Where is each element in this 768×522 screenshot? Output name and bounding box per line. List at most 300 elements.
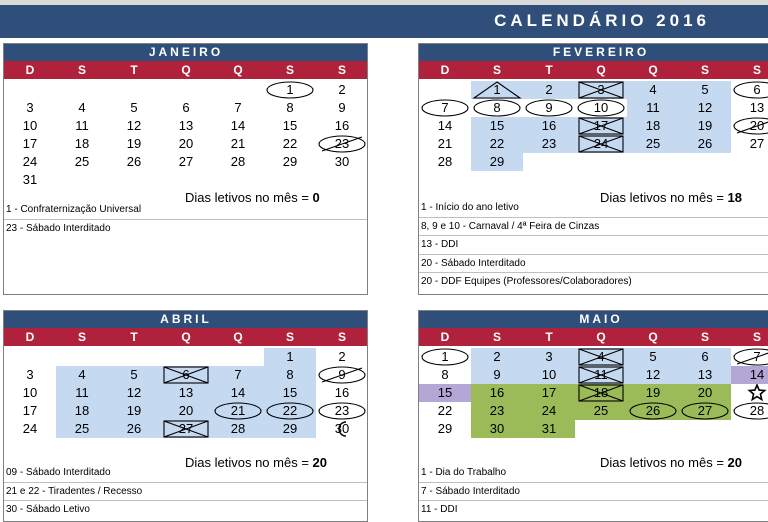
day-number: 22	[489, 136, 505, 151]
weekday-header: T	[108, 328, 160, 346]
weekday-header: D	[4, 61, 56, 79]
day-number: 19	[126, 136, 142, 151]
day-cell	[316, 420, 368, 438]
day-cell	[56, 384, 108, 402]
day-number: 15	[489, 118, 505, 133]
dias-letivos-label: Dias letivos no mês =	[600, 190, 728, 205]
weekday-header: S	[679, 328, 731, 346]
dias-letivos-value: 20	[727, 455, 742, 470]
day-cell	[575, 402, 627, 420]
day-number: 24	[22, 154, 38, 169]
day-number: 17	[22, 403, 38, 418]
month-title: MAIO	[419, 311, 768, 328]
day-cell	[212, 420, 264, 438]
day-cell	[264, 153, 316, 171]
day-number: 7	[234, 100, 242, 115]
day-cell	[264, 81, 316, 99]
day-cell	[212, 117, 264, 135]
day-cell	[56, 420, 108, 438]
day-cell	[627, 384, 679, 402]
day-cell	[523, 366, 575, 384]
day-number: 16	[334, 118, 350, 133]
day-cell	[679, 99, 731, 117]
day-cell	[627, 99, 679, 117]
day-cell	[471, 135, 523, 153]
day-cell	[108, 402, 160, 420]
day-cell	[575, 348, 627, 366]
day-cell	[4, 384, 56, 402]
day-number: 4	[78, 100, 86, 115]
day-number: 10	[593, 100, 609, 115]
day-cell	[731, 117, 768, 135]
day-cell	[56, 366, 108, 384]
day-number: 11	[75, 385, 89, 400]
day-number: 22	[282, 403, 298, 418]
weekday-header: T	[108, 61, 160, 79]
day-number: 30	[334, 421, 350, 436]
day-number: 27	[178, 421, 194, 436]
day-number: 24	[541, 403, 557, 418]
day-cell	[56, 402, 108, 420]
day-cell	[56, 99, 108, 117]
day-cell	[212, 153, 264, 171]
day-number: 11	[75, 118, 89, 133]
day-number: 22	[282, 136, 298, 151]
day-number: 12	[697, 100, 713, 115]
day-number: 27	[749, 136, 765, 151]
day-number: 4	[78, 367, 86, 382]
day-number: 27	[697, 403, 713, 418]
day-cell	[523, 420, 575, 438]
note-line: 20 - Sábado Interditado	[419, 254, 768, 273]
day-cell	[108, 153, 160, 171]
day-number: 8	[441, 367, 449, 382]
day-cell	[471, 420, 523, 438]
day-cell	[4, 171, 56, 189]
day-cell	[264, 384, 316, 402]
day-number: 18	[74, 403, 90, 418]
note-line: 1 - Início do ano letivo	[421, 202, 519, 213]
slash-oval-mark	[731, 348, 768, 366]
day-cell	[575, 384, 627, 402]
note-line: 7 - Sábado Interditado	[419, 482, 768, 501]
day-cell	[471, 384, 523, 402]
calendar-banner	[0, 5, 768, 38]
day-cell	[627, 366, 679, 384]
day-cell	[679, 366, 731, 384]
weekday-header: D	[419, 328, 471, 346]
day-number: 23	[489, 403, 505, 418]
note-line: 09 - Sábado Interditado	[6, 467, 111, 478]
day-cell	[316, 366, 368, 384]
weekday-header: S	[264, 328, 316, 346]
day-number: 1	[493, 82, 501, 97]
day-cell	[264, 99, 316, 117]
day-cell	[264, 402, 316, 420]
day-cell	[731, 402, 768, 420]
day-cell	[419, 135, 471, 153]
day-number: 1	[441, 349, 449, 364]
day-cell	[575, 135, 627, 153]
day-cell	[731, 99, 768, 117]
day-cell	[679, 348, 731, 366]
day-number: 15	[437, 385, 453, 400]
weekday-header: S	[471, 328, 523, 346]
weekday-header: S	[731, 61, 768, 79]
day-number: 13	[178, 385, 194, 400]
day-number: 8	[286, 100, 294, 115]
day-cell	[679, 402, 731, 420]
day-cell	[471, 81, 523, 99]
month-notes	[4, 464, 367, 519]
day-number: 3	[597, 82, 605, 97]
dias-letivos-label: Dias letivos no mês =	[185, 190, 313, 205]
dias-letivos-label: Dias letivos no mês =	[185, 455, 313, 470]
day-cell	[679, 81, 731, 99]
note-line: 1 - Dia do Trabalho	[421, 467, 507, 478]
day-cell	[160, 117, 212, 135]
day-cell	[56, 135, 108, 153]
day-number: 14	[749, 367, 765, 382]
day-number: 4	[649, 82, 657, 97]
weekday-header: Q	[212, 61, 264, 79]
day-cell	[212, 366, 264, 384]
day-number: 6	[701, 349, 709, 364]
day-number: 2	[493, 349, 501, 364]
star-shape	[749, 385, 764, 400]
day-cell	[575, 81, 627, 99]
day-cell	[56, 153, 108, 171]
day-cell	[4, 135, 56, 153]
day-cell	[264, 420, 316, 438]
weekday-header: S	[679, 61, 731, 79]
day-cell	[160, 99, 212, 117]
month-panel-fevereiro	[418, 43, 768, 295]
day-cell	[523, 135, 575, 153]
day-cell	[108, 99, 160, 117]
day-cell	[316, 153, 368, 171]
month-panel-janeiro	[3, 43, 368, 295]
note-line: 23 - Sábado Interditado	[4, 219, 367, 238]
day-number: 17	[593, 118, 609, 133]
weekday-header: T	[523, 61, 575, 79]
day-number: 6	[182, 100, 190, 115]
day-cell	[679, 135, 731, 153]
day-cell	[471, 402, 523, 420]
weekday-header: Q	[160, 328, 212, 346]
dias-letivos-value: 0	[312, 190, 320, 205]
day-number: 25	[74, 421, 90, 436]
day-number: 30	[334, 154, 350, 169]
day-cell	[419, 402, 471, 420]
day-cell	[627, 117, 679, 135]
day-cell	[523, 348, 575, 366]
day-cell	[160, 402, 212, 420]
day-number: 19	[126, 403, 142, 418]
note-line: 21 e 22 - Tiradentes / Recesso	[4, 482, 367, 501]
day-cell	[523, 99, 575, 117]
day-cell	[264, 366, 316, 384]
day-number: 11	[646, 100, 660, 115]
month-title: FEVEREIRO	[419, 44, 768, 61]
day-number: 29	[282, 421, 298, 436]
day-number: 5	[701, 82, 709, 97]
day-cell	[471, 117, 523, 135]
weekday-header: S	[731, 328, 768, 346]
day-number: 19	[645, 385, 661, 400]
day-cell	[264, 348, 316, 366]
day-cell	[419, 348, 471, 366]
day-number: 26	[126, 421, 142, 436]
day-number: 23	[541, 136, 557, 151]
weekday-header: S	[316, 61, 368, 79]
day-cell	[108, 117, 160, 135]
day-number: 9	[545, 100, 553, 115]
dias-letivos-value: 18	[727, 190, 742, 205]
day-number: 26	[126, 154, 142, 169]
day-number: 30	[489, 421, 505, 436]
day-cell	[4, 117, 56, 135]
month-title: JANEIRO	[4, 44, 368, 61]
day-number: 6	[753, 82, 761, 97]
day-number: 23	[334, 403, 350, 418]
day-cell	[419, 153, 471, 171]
day-cell	[627, 135, 679, 153]
day-number: 31	[22, 172, 38, 187]
day-number: 12	[126, 118, 142, 133]
day-number: 13	[697, 367, 713, 382]
oval-mark	[731, 81, 768, 99]
day-number: 3	[26, 367, 34, 382]
day-number: 28	[230, 421, 246, 436]
day-number: 15	[282, 118, 298, 133]
day-number: 29	[437, 421, 453, 436]
note-line: 20 - DDF Equipes (Professores/Colaboradores)	[419, 272, 768, 291]
day-number: 10	[22, 385, 38, 400]
day-number: 12	[645, 367, 661, 382]
month-notes	[4, 201, 367, 237]
day-cell	[212, 135, 264, 153]
day-number: 7	[441, 100, 449, 115]
day-cell	[316, 402, 368, 420]
day-cell	[4, 366, 56, 384]
day-number: 8	[493, 100, 501, 115]
day-number: 6	[182, 367, 190, 382]
day-number: 21	[230, 403, 246, 418]
day-number: 21	[230, 136, 246, 151]
day-number: 28	[749, 403, 765, 418]
day-cell	[212, 384, 264, 402]
day-number: 5	[649, 349, 657, 364]
day-cell	[160, 135, 212, 153]
day-number: 13	[749, 100, 765, 115]
day-cell	[679, 117, 731, 135]
day-number: 28	[437, 154, 453, 169]
day-number: 1	[286, 349, 294, 364]
day-cell	[316, 99, 368, 117]
day-number: 25	[645, 136, 661, 151]
day-cell	[523, 81, 575, 99]
day-number: 20	[178, 136, 194, 151]
day-cell	[731, 81, 768, 99]
day-cell	[627, 348, 679, 366]
weekday-header: S	[471, 61, 523, 79]
day-cell	[731, 348, 768, 366]
day-cell	[523, 402, 575, 420]
day-number: 29	[489, 154, 505, 169]
day-number: 24	[22, 421, 38, 436]
day-cell	[4, 99, 56, 117]
day-number: 10	[541, 367, 557, 382]
day-number: 13	[178, 118, 194, 133]
star-mark	[731, 384, 768, 402]
day-cell	[108, 366, 160, 384]
weekday-header: Q	[575, 328, 627, 346]
day-cell	[4, 153, 56, 171]
weekday-header: T	[523, 328, 575, 346]
day-cell	[419, 384, 471, 402]
day-cell	[419, 99, 471, 117]
day-cell	[316, 384, 368, 402]
day-number: 16	[334, 385, 350, 400]
day-number: 19	[697, 118, 713, 133]
weekday-header: Q	[575, 61, 627, 79]
dias-letivos-label: Dias letivos no mês =	[600, 455, 728, 470]
day-number: 17	[22, 136, 38, 151]
day-cell	[316, 135, 368, 153]
weekday-header: S	[56, 61, 108, 79]
weekday-header: S	[56, 328, 108, 346]
day-number: 1	[286, 82, 294, 97]
day-cell	[160, 153, 212, 171]
day-cell	[731, 366, 768, 384]
weekday-header: Q	[212, 328, 264, 346]
day-number: 15	[282, 385, 298, 400]
day-cell	[471, 348, 523, 366]
weekday-header: D	[419, 61, 471, 79]
day-number: 14	[437, 118, 453, 133]
weekday-header: S	[316, 328, 368, 346]
day-cell	[160, 420, 212, 438]
day-cell	[212, 402, 264, 420]
day-cell	[627, 81, 679, 99]
day-cell	[419, 117, 471, 135]
day-number: 10	[22, 118, 38, 133]
weekday-header: D	[4, 328, 56, 346]
day-number: 31	[541, 421, 557, 436]
day-cell	[108, 135, 160, 153]
dias-letivos-value: 20	[312, 455, 327, 470]
day-number: 22	[437, 403, 453, 418]
day-number: 8	[286, 367, 294, 382]
note-line: 13 - DDI	[419, 235, 768, 254]
calendar-title: CALENDÁRIO 2016	[494, 11, 710, 30]
note-line: 8, 9 e 10 - Carnaval / 4ª Feira de Cinzas	[419, 217, 768, 236]
day-number: 17	[541, 385, 557, 400]
day-cell	[575, 117, 627, 135]
day-cell	[4, 420, 56, 438]
weekday-header: Q	[160, 61, 212, 79]
day-number: 21	[437, 136, 453, 151]
note-line: 1 - Confraternização Universal	[6, 204, 142, 215]
day-number: 26	[697, 136, 713, 151]
day-cell	[212, 99, 264, 117]
day-number: 18	[645, 118, 661, 133]
day-number: 23	[334, 136, 350, 151]
day-number: 7	[234, 367, 242, 382]
month-notes	[419, 464, 768, 519]
weekday-header: S	[264, 61, 316, 79]
day-cell	[108, 384, 160, 402]
day-cell	[471, 153, 523, 171]
day-cell	[316, 348, 368, 366]
day-cell	[523, 384, 575, 402]
day-number: 3	[26, 100, 34, 115]
month-panel-maio	[418, 310, 768, 522]
day-number: 26	[645, 403, 661, 418]
day-cell	[4, 402, 56, 420]
day-number: 14	[230, 385, 246, 400]
day-number: 2	[338, 349, 346, 364]
day-number: 27	[178, 154, 194, 169]
day-number: 2	[545, 82, 553, 97]
day-number: 9	[338, 367, 346, 382]
day-cell	[108, 420, 160, 438]
day-number: 5	[130, 367, 138, 382]
day-cell	[316, 117, 368, 135]
day-cell	[419, 366, 471, 384]
month-panel-abril	[3, 310, 368, 522]
day-number: 28	[230, 154, 246, 169]
day-number: 14	[230, 118, 246, 133]
day-number: 2	[338, 82, 346, 97]
day-number: 24	[593, 136, 609, 151]
note-line: 11 - DDI	[419, 500, 768, 519]
month-title: ABRIL	[4, 311, 368, 328]
weekday-header: Q	[627, 328, 679, 346]
day-number: 20	[697, 385, 713, 400]
day-number: 20	[178, 403, 194, 418]
day-number: 3	[545, 349, 553, 364]
day-cell	[419, 420, 471, 438]
day-number: 9	[338, 100, 346, 115]
day-cell	[731, 135, 768, 153]
day-cell	[316, 81, 368, 99]
day-number: 7	[753, 349, 761, 364]
day-cell	[160, 366, 212, 384]
day-number: 18	[593, 385, 609, 400]
day-cell	[471, 366, 523, 384]
day-cell	[679, 384, 731, 402]
day-number: 16	[541, 118, 557, 133]
day-number: 9	[493, 367, 501, 382]
note-line: 30 - Sábado Letivo	[4, 500, 367, 519]
day-number: 12	[126, 385, 142, 400]
day-cell	[575, 99, 627, 117]
day-number: 29	[282, 154, 298, 169]
day-cell	[56, 117, 108, 135]
day-cell	[471, 99, 523, 117]
day-number: 11	[594, 367, 608, 382]
month-notes	[419, 199, 768, 291]
weekday-header: Q	[627, 61, 679, 79]
day-cell	[627, 402, 679, 420]
day-number: 25	[74, 154, 90, 169]
day-cell	[731, 384, 768, 402]
day-cell	[575, 366, 627, 384]
day-number: 5	[130, 100, 138, 115]
day-number: 20	[749, 118, 765, 133]
